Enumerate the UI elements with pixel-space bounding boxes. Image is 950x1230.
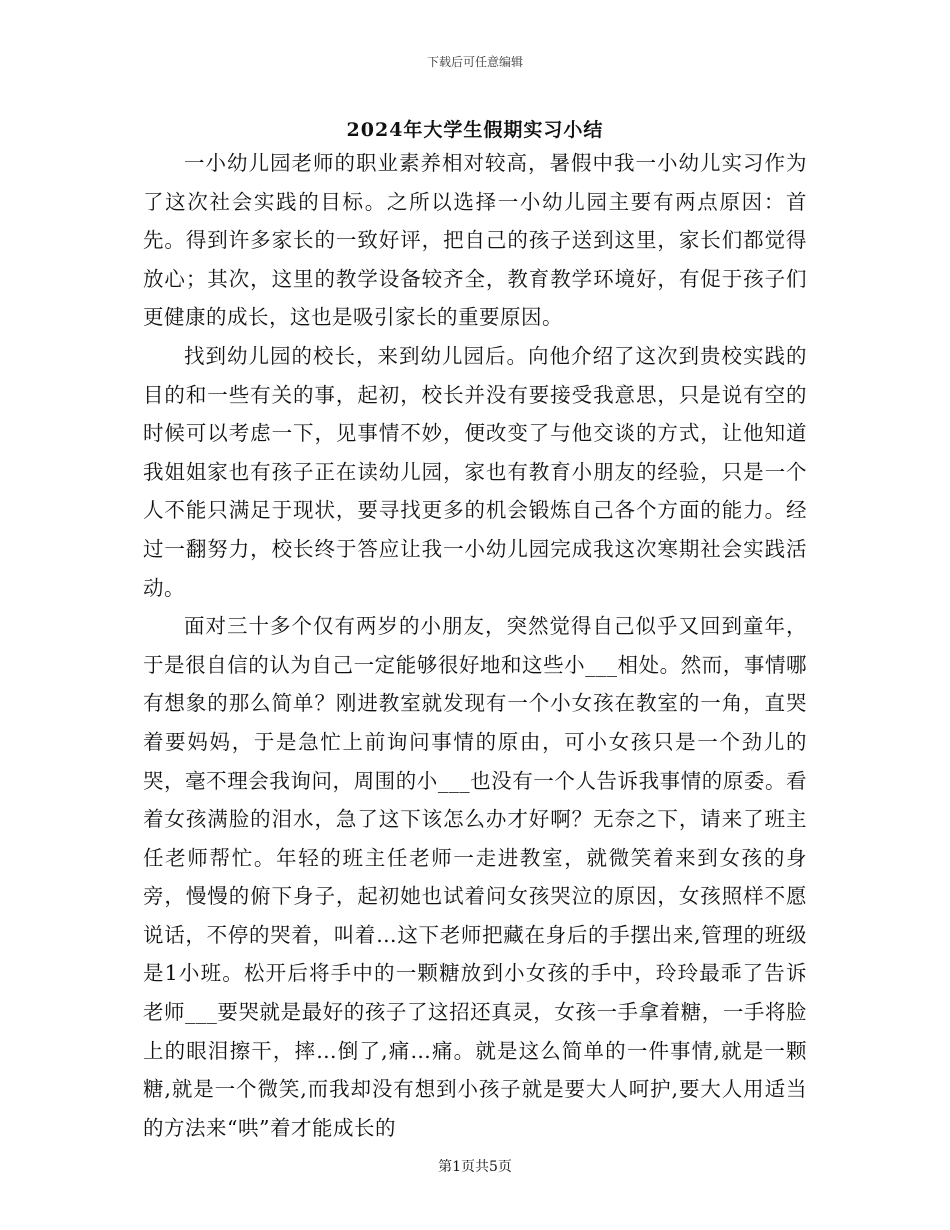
page-header-note: 下载后可任意编辑 — [426, 55, 523, 69]
document-body — [143, 144, 807, 1147]
page-number: 第1页共5页 — [438, 1159, 512, 1175]
paragraph-3: 面对三十多个仅有两岁的小朋友，突然觉得自己似乎又回到童年，于是很自信的认为自己一定能够很好地和这些小___相处。然而，事情哪有想象的那么简单？刚进教室就发现有一个小女孩在教室的一角，直哭着要妈妈，于是急忙上前询问事情的原由，可小女孩只是一个劲儿的哭，毫不理会我询问，周围的小___也没有一个人告诉我事情的原委。看着女孩满脸的泪水，急了这下该怎么办才好啊？无奈之下，请来了班主任老师帮忙。年轻的班主任老师一走进教室，就微笑着来到女孩的身旁，慢慢的俯下身子，起初她也试着问女孩哭泣的原因，女孩照样不愿说话，不停的哭着，叫着…这下老师把藏在身后的手摆出来,管理的班级是1小班。松开后将手中的一颗糖放到小女孩的手中，玲玲最乖了告诉老师___要哭就是最好的孩子了这招还真灵，女孩一手拿着糖，一手将脸上的眼泪擦干，摔…倒了,痛…痛。就是这么简单的一件事情,就是一颗糖,就是一个微笑,而我却没有想到小孩子就是要大人呵护,要大人用适当的方法来“哄”着才能成长的 — [143, 614, 807, 1140]
paragraph-2: 找到幼儿园的校长，来到幼儿园后。向他介绍了这次到贵校实践的目的和一些有关的事，起初，校长并没有要接受我意思，只是说有空的时候可以考虑一下，见事情不妙，便改变了与他交谈的方式，让他知道我姐姐家也有孩子正在读幼儿园，家也有教育小朋友的经验，只是一个人不能只满足于现状，要寻找更多的机会锻炼自己各个方面的能力。经过一翻努力，校长终于答应让我一小幼儿园完成我这次寒期社会实践活动。 — [143, 343, 807, 600]
document-title: 2024年大学生假期实习小结 — [346, 119, 604, 141]
paragraph-1: 一小幼儿园老师的职业素养相对较高，暑假中我一小幼儿实习作为了这次社会实践的目标。之所以选择一小幼儿园主要有两点原因：首先。得到许多家长的一致好评，把自己的孩子送到这里，家长们都觉得放心；其次，这里的教学设备较齐全，教育教学环境好，有促于孩子们更健康的成长，这也是吸引家长的重要原因。 — [143, 151, 807, 330]
